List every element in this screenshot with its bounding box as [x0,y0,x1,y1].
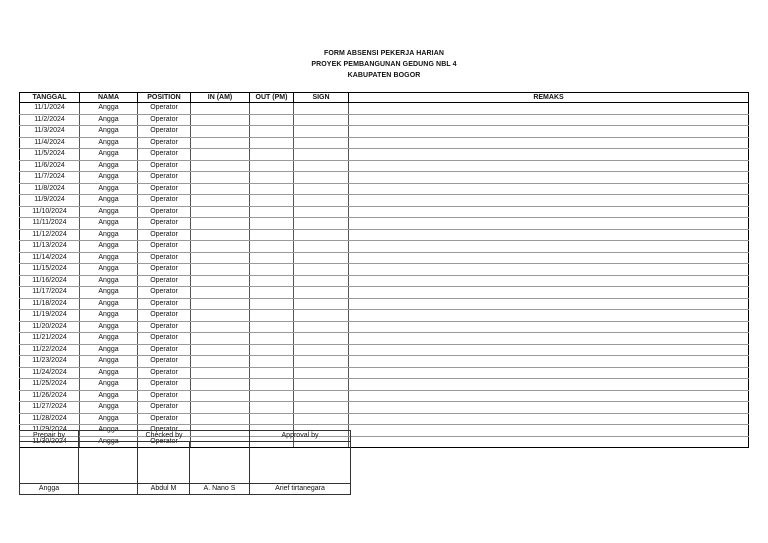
table-row [20,333,749,345]
name-cell: Angga [80,436,138,448]
table-row [20,149,749,161]
position-cell: Operator [138,356,191,368]
table-row [20,218,749,230]
date-cell: 11/21/2024 [20,333,80,345]
name-cell: Angga [80,287,138,299]
table-row [20,195,749,207]
signoff-label-row [20,431,351,442]
in-cell [191,126,250,138]
date-cell: 11/29/2024 [20,425,80,437]
position-cell: Operator [138,390,191,402]
sign-cell [294,195,349,207]
name-cell: Angga [80,275,138,287]
name-cell: Angga [80,310,138,322]
remaks-cell [349,252,749,264]
sign-cell [294,310,349,322]
date-cell: 11/28/2024 [20,413,80,425]
sign-cell [294,160,349,172]
sign-cell [294,402,349,414]
remaks-cell [349,298,749,310]
name-cell: Angga [80,229,138,241]
sign-cell [294,126,349,138]
sign-cell [294,183,349,195]
out-cell [250,160,294,172]
remaks-cell [349,436,749,448]
in-cell [191,390,250,402]
name-cell: Angga [80,195,138,207]
name-cell: Angga [80,252,138,264]
remaks-cell [349,160,749,172]
name-cell: Angga [80,356,138,368]
remaks-cell [349,367,749,379]
out-cell [250,252,294,264]
position-cell: Operator [138,160,191,172]
in-cell [191,229,250,241]
date-cell: 11/14/2024 [20,252,80,264]
remaks-cell [349,275,749,287]
sign-cell [294,321,349,333]
in-cell [191,413,250,425]
table-row [20,241,749,253]
table-row [20,402,749,414]
column-header-sign: SIGN [294,93,349,103]
sign-cell [294,344,349,356]
table-row [20,390,749,402]
sign-cell [294,252,349,264]
in-cell [191,367,250,379]
prepair-name: Angga [20,484,79,495]
remaks-cell [349,137,749,149]
date-cell: 11/6/2024 [20,160,80,172]
in-cell [191,252,250,264]
position-cell: Operator [138,310,191,322]
date-cell: 11/10/2024 [20,206,80,218]
name-cell: Angga [80,126,138,138]
date-cell: 11/4/2024 [20,137,80,149]
in-cell [191,160,250,172]
remaks-cell [349,172,749,184]
position-cell: Operator [138,425,191,437]
column-header-remaks: REMAKS [349,93,749,103]
sign-cell [294,298,349,310]
name-cell: Angga [80,344,138,356]
remaks-cell [349,114,749,126]
remaks-cell [349,195,749,207]
out-cell [250,229,294,241]
position-cell: Operator [138,149,191,161]
out-cell [250,413,294,425]
checked-signature-space-2 [190,442,250,484]
signoff-table [19,430,351,495]
out-cell [250,356,294,368]
remaks-cell [349,241,749,253]
name-cell: Angga [80,390,138,402]
out-cell [250,344,294,356]
remaks-cell [349,379,749,391]
date-cell: 11/9/2024 [20,195,80,207]
in-cell [191,310,250,322]
name-cell: Angga [80,206,138,218]
remaks-cell [349,218,749,230]
remaks-cell [349,402,749,414]
out-cell [250,264,294,276]
sign-cell [294,206,349,218]
position-cell: Operator [138,252,191,264]
location-title: KABUPATEN BOGOR [347,72,421,79]
in-cell [191,195,250,207]
position-cell: Operator [138,264,191,276]
in-cell [191,379,250,391]
date-cell: 11/11/2024 [20,218,80,230]
name-cell: Angga [80,425,138,437]
name-cell: Angga [80,137,138,149]
out-cell [250,275,294,287]
table-row [20,206,749,218]
name-cell: Angga [80,413,138,425]
out-cell [250,402,294,414]
table-row [20,413,749,425]
remaks-cell [349,149,749,161]
table-row [20,183,749,195]
name-cell: Angga [80,241,138,253]
name-cell: Angga [80,183,138,195]
date-cell: 11/20/2024 [20,321,80,333]
name-cell: Angga [80,160,138,172]
remaks-cell [349,333,749,345]
table-row [20,252,749,264]
prepair-signature-space [20,442,79,484]
name-cell: Angga [80,103,138,115]
name-cell: Angga [80,379,138,391]
checked-name-blank [79,484,138,495]
remaks-cell [349,310,749,322]
sign-cell [294,367,349,379]
position-cell: Operator [138,183,191,195]
table-row [20,356,749,368]
date-cell: 11/22/2024 [20,344,80,356]
sign-cell [294,149,349,161]
remaks-cell [349,425,749,437]
position-cell: Operator [138,379,191,391]
remaks-cell [349,264,749,276]
out-cell [250,149,294,161]
date-cell: 11/18/2024 [20,298,80,310]
in-cell [191,264,250,276]
date-cell: 11/12/2024 [20,229,80,241]
position-cell: Operator [138,241,191,253]
checked-signature-space-1 [138,442,190,484]
sign-cell [294,275,349,287]
column-header-in: IN (AM) [191,93,250,103]
table-row [20,160,749,172]
date-cell: 11/17/2024 [20,287,80,299]
in-cell [191,183,250,195]
out-cell [250,241,294,253]
column-header-nama: NAMA [80,93,138,103]
position-cell: Operator [138,172,191,184]
out-cell [250,103,294,115]
in-cell [191,356,250,368]
date-cell: 11/5/2024 [20,149,80,161]
date-cell: 11/19/2024 [20,310,80,322]
remaks-cell [349,206,749,218]
table-row [20,321,749,333]
table-row [20,275,749,287]
checked-name-2: A. Nano S [190,484,250,495]
out-cell [250,195,294,207]
name-cell: Angga [80,149,138,161]
sign-cell [294,137,349,149]
table-row [20,344,749,356]
in-cell [191,206,250,218]
sign-cell [294,287,349,299]
sign-cell [294,114,349,126]
table-row [20,172,749,184]
date-cell: 11/25/2024 [20,379,80,391]
in-cell [191,114,250,126]
table-header-row [20,93,749,103]
name-cell: Angga [80,172,138,184]
approval-name: Arief tirtanegara [250,484,351,495]
out-cell [250,137,294,149]
position-cell: Operator [138,195,191,207]
table-row [20,264,749,276]
position-cell: Operator [138,126,191,138]
out-cell [250,218,294,230]
position-cell: Operator [138,298,191,310]
out-cell [250,321,294,333]
out-cell [250,298,294,310]
in-cell [191,103,250,115]
approval-signature-space [250,442,351,484]
name-cell: Angga [80,333,138,345]
sign-cell [294,103,349,115]
table-row [20,310,749,322]
remaks-cell [349,287,749,299]
sign-cell [294,333,349,345]
date-cell: 11/24/2024 [20,367,80,379]
in-cell [191,172,250,184]
table-row [20,379,749,391]
sign-cell [294,356,349,368]
date-cell: 11/13/2024 [20,241,80,253]
position-cell: Operator [138,275,191,287]
remaks-cell [349,390,749,402]
table-row [20,298,749,310]
date-cell: 11/1/2024 [20,103,80,115]
column-header-tanggal: TANGGAL [20,93,80,103]
table-row [20,103,749,115]
attendance-table [19,92,749,448]
in-cell [191,298,250,310]
remaks-cell [349,183,749,195]
table-row [20,114,749,126]
position-cell: Operator [138,103,191,115]
remaks-cell [349,229,749,241]
remaks-cell [349,344,749,356]
sign-cell [294,172,349,184]
out-cell [250,333,294,345]
name-cell: Angga [80,321,138,333]
sign-cell [294,390,349,402]
position-cell: Operator [138,321,191,333]
sign-cell [294,379,349,391]
in-cell [191,333,250,345]
signoff-name-row [20,484,351,495]
checked-name-1: Abdul M [138,484,190,495]
position-cell: Operator [138,218,191,230]
date-cell: 11/7/2024 [20,172,80,184]
table-row [20,137,749,149]
date-cell: 11/26/2024 [20,390,80,402]
remaks-cell [349,321,749,333]
out-cell [250,310,294,322]
out-cell [250,287,294,299]
prepair-by-label: Prepair by [20,431,79,442]
date-cell: 11/16/2024 [20,275,80,287]
in-cell [191,321,250,333]
position-cell: Operator [138,206,191,218]
column-header-out: OUT (PM) [250,93,294,103]
in-cell [191,218,250,230]
date-cell: 11/8/2024 [20,183,80,195]
sign-cell [294,264,349,276]
approval-by-label: Approval by [250,431,351,442]
date-cell: 11/27/2024 [20,402,80,414]
out-cell [250,390,294,402]
remaks-cell [349,126,749,138]
remaks-cell [349,103,749,115]
out-cell [250,379,294,391]
date-cell: 11/2/2024 [20,114,80,126]
remaks-cell [349,413,749,425]
table-row [20,367,749,379]
date-cell: 11/15/2024 [20,264,80,276]
sign-cell [294,241,349,253]
position-cell: Operator [138,114,191,126]
name-cell: Angga [80,114,138,126]
date-cell: 11/30/2024 [20,436,80,448]
signature-space-row [20,442,351,484]
position-cell: Operator [138,137,191,149]
name-cell: Angga [80,402,138,414]
form-header [0,48,768,81]
position-cell: Operator [138,436,191,448]
out-cell [250,126,294,138]
project-title: PROYEK PEMBANGUNAN GEDUNG NBL 4 [311,61,457,68]
out-cell [250,183,294,195]
out-cell [250,367,294,379]
sign-cell [294,229,349,241]
checked-by-label: Checked by [79,431,250,442]
name-cell: Angga [80,298,138,310]
name-cell: Angga [80,264,138,276]
position-cell: Operator [138,333,191,345]
attendance-body [20,103,749,448]
in-cell [191,344,250,356]
name-cell: Angga [80,218,138,230]
position-cell: Operator [138,287,191,299]
in-cell [191,402,250,414]
out-cell [250,206,294,218]
remaks-cell [349,356,749,368]
in-cell [191,137,250,149]
column-header-position: POSITION [138,93,191,103]
position-cell: Operator [138,367,191,379]
date-cell: 11/3/2024 [20,126,80,138]
checked-signature-space-blank [79,442,138,484]
date-cell: 11/23/2024 [20,356,80,368]
position-cell: Operator [138,344,191,356]
out-cell [250,114,294,126]
position-cell: Operator [138,402,191,414]
out-cell [250,172,294,184]
position-cell: Operator [138,229,191,241]
table-row [20,287,749,299]
position-cell: Operator [138,413,191,425]
sign-cell [294,413,349,425]
form-title: FORM ABSENSI PEKERJA HARIAN [323,50,445,57]
table-row [20,126,749,138]
in-cell [191,287,250,299]
sign-cell [294,218,349,230]
in-cell [191,149,250,161]
name-cell: Angga [80,367,138,379]
in-cell [191,275,250,287]
in-cell [191,241,250,253]
table-row [20,229,749,241]
